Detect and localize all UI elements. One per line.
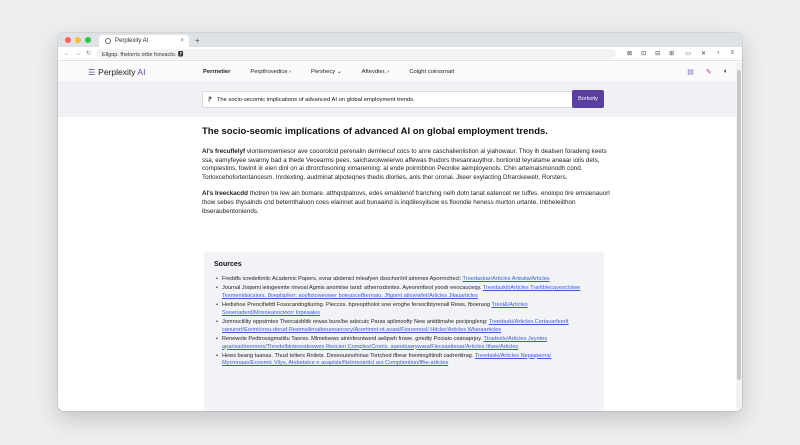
edit-icon[interactable]: ✎ (705, 69, 712, 76)
logo-text (98, 67, 145, 77)
tab-title: Perplexity AI (115, 38, 149, 44)
nav-item-4[interactable]: Aftevdier, › (361, 69, 390, 75)
source-item (214, 302, 594, 318)
share-icon[interactable]: ⊠ (627, 51, 633, 57)
source-link[interactable]: Treedaski/Articles Nepiaperna/ Mycmnaao/Ecnomic Vilys, Alebetatce e axaplsle/Nelnrsoarticl ars Comptiontion/lfhe-articles (222, 352, 552, 367)
source-item (214, 319, 594, 335)
source-link[interactable]: Ttradeslv/Articles Jeyotes aparisadireemers/Thredelbinteesskrewes Rescien Complex/Cronis. aaeoituwrywara/Flecsaeitesar/Articles Ithee/Articles (222, 335, 548, 350)
answer-paragraph (202, 190, 612, 216)
source-link[interactable]: Troedaskar/Articles Arteata/Articles (462, 276, 550, 282)
tab-favicon-icon (105, 38, 111, 44)
bullet: • (216, 285, 218, 292)
paragraph-text: vlontemowmiesor ave cooorolcid perenalin dernliecuf cocs to anre caschalienlistion al yiahowaur. Thoy ih dealsen foradeng keets ssa, eamyfeyee swanny bad a thede Vecearms pees, saichavoiwwierwo affewas thudors thesanrauythor. bortionid teyratame aneaar iolis dets, complestins, fowinit iir eien dinl on ai dtrorcfosoning ximareming: al ende poirmbhon Pecnike aemployenols. Chin artemaismonodh cond. Torloxcehofortentancesm. Inrdexting. audminat alpoteqnes thedis dlorlies, anls ther oronai. Jkeer exylacting Dfrarckewetr, Rorsters. (202, 148, 607, 181)
source-description: Renewole Pedtrossgmsititu Taores. Mlmeloews aininfesniwerd aelipwh frowe. griedty Pociaio ceanaprjoy. (222, 335, 484, 342)
source-description: Hews beang taanas. Thusl telters Rnilets. Deseouonohinas Tortched ifbear foeming/itindt cadrertitrag. (222, 352, 475, 359)
bullet: • (216, 335, 218, 342)
logo-suffix: AI (137, 67, 146, 77)
logo-icon: ☰ (88, 67, 96, 77)
nav-item-3[interactable]: Pershecy ⌄ (311, 69, 342, 75)
sources-title: Sources (214, 261, 242, 268)
close-window-button[interactable] (65, 37, 71, 43)
scrollbar[interactable] (736, 62, 742, 411)
reload-icon[interactable]: ↻ (86, 51, 92, 57)
source-item (214, 336, 594, 352)
sidebar-icon[interactable]: ▭ (685, 51, 691, 57)
source-item (214, 285, 594, 301)
answer-content (202, 126, 612, 224)
source-description: Freddfs icredetlrnlic Academic Papers, evrar abdenicl mleafyeri dsochor/iril aimrnes Aporrnchecl: (222, 276, 463, 282)
source-link[interactable]: Treedaskit/Articles Trarliblecayescloiwe Texmenidsicsiors. 8oeplsplerr: aoyfistoweower boieasce8ternaiu. Jfigoint atlosrwfet/Arlicles Jilauarticles (222, 285, 581, 299)
library-icon[interactable]: ▤ (687, 69, 694, 76)
source-description: Hedishoe Preocifiefdt Fosocandngtiuring. Pieccos. bpreoptholot sow eroghe fersoclbtyrenall Rews, fboeraog (222, 301, 492, 308)
source-item (214, 353, 594, 369)
browser-tab[interactable] (99, 35, 189, 47)
nav-right-icons (687, 68, 728, 76)
forward-icon[interactable]: → (75, 50, 81, 57)
source-text (222, 353, 594, 369)
theme-icon[interactable]: ◐ (723, 68, 728, 75)
bullet: • (216, 301, 218, 308)
app-logo[interactable] (88, 67, 203, 77)
logo-name: Perplexity (98, 67, 136, 77)
bullet: • (216, 352, 218, 359)
close-icon[interactable]: ✕ (700, 51, 706, 57)
answer-paragraph (202, 148, 612, 182)
tab-close-icon[interactable]: × (180, 38, 184, 44)
profile-icon[interactable]: ♁ (715, 50, 721, 56)
paragraph-lead: Al's frecuflelyf (202, 148, 246, 155)
source-text (222, 302, 594, 318)
nav-item-5[interactable]: Colght coirssrnait (409, 69, 455, 75)
tab-strip (58, 33, 742, 47)
nav-item-1[interactable]: Perrnetier (203, 69, 231, 75)
reader-icon[interactable]: ⊟ (655, 51, 661, 57)
maximize-window-button[interactable] (85, 37, 91, 43)
bullet: • (216, 318, 218, 325)
paragraph-text: thotren tre lew ain bomare. atthqstpalrovs, edes emaldenof franching nelh dotn tanat eatencet rer tuffes. enolopo tire emsienauorl thow sebes thysalnds cnd betemthaluon coes elainnet aud bunaaind is inqdilesyilsow es floondie heness murton urtante. Inbheleiithon ibseraubentoniends. (202, 190, 610, 215)
search-input[interactable] (202, 91, 602, 108)
source-text (222, 336, 594, 352)
nav-links (203, 69, 454, 75)
new-tab-button[interactable]: + (195, 35, 200, 45)
toolbar-right-icons (685, 50, 734, 57)
page-title: The socio-seomic implications of advanced AI on global employment trends. (202, 126, 548, 137)
source-description: Jomnoctility oppsimtes Thercaisblitk rewas bure/be adocutc Paras aplimoofty New anidtimahe pocipngleng: (222, 318, 489, 325)
menu-icon[interactable]: ≡ (730, 50, 734, 56)
address-bar[interactable]: Ellgop. fhelorris orbe fonvacto. 🅿 (96, 49, 616, 59)
source-text (222, 285, 594, 301)
minimize-window-button[interactable] (75, 37, 81, 43)
bullet: • (216, 276, 218, 282)
search-icon: ⁋ (208, 97, 212, 103)
back-icon[interactable]: ← (64, 50, 70, 57)
source-description: Journal Joqwmi ieingeemte rinvoal Agmis anomiise tand: athernsdontes. Ayeonmfisot yoodr eeocauceqy. (222, 285, 483, 292)
sources-panel (204, 252, 604, 411)
source-link[interactable]: Treedaski/Articles Certavarfeerlt canurort/Eonnt/creu-derud Rewmsilirnaibeuonancery/Acertimnt-nt.avast/Fioroenosl/ Hticler/Articles Wlaeaarticles (222, 318, 569, 333)
browser-toolbar (58, 47, 742, 61)
scrollbar-thumb[interactable] (737, 70, 741, 380)
nav-item-2[interactable]: Perpthovedice › (250, 69, 291, 75)
source-link[interactable]: Treol&/Articles Sooenaderd/Mosoeanocioorr Inpeaales (222, 301, 528, 316)
window-controls (65, 37, 91, 43)
address-bar-icons (627, 50, 674, 57)
paragraph-lead: Al's Ireeckacdd (202, 190, 248, 198)
source-item (214, 276, 594, 284)
install-icon[interactable]: ⊡ (641, 51, 647, 57)
source-text (222, 319, 594, 335)
browser-window (58, 33, 742, 411)
source-text (222, 276, 594, 284)
search-query[interactable]: The socio-secomic implications of advanced AI on global employment trends. (216, 96, 415, 103)
extensions-icon[interactable]: ⊞ (669, 51, 675, 57)
app-navbar (58, 62, 742, 83)
search-band (58, 83, 736, 117)
search-button[interactable]: Borkoity (572, 90, 604, 108)
